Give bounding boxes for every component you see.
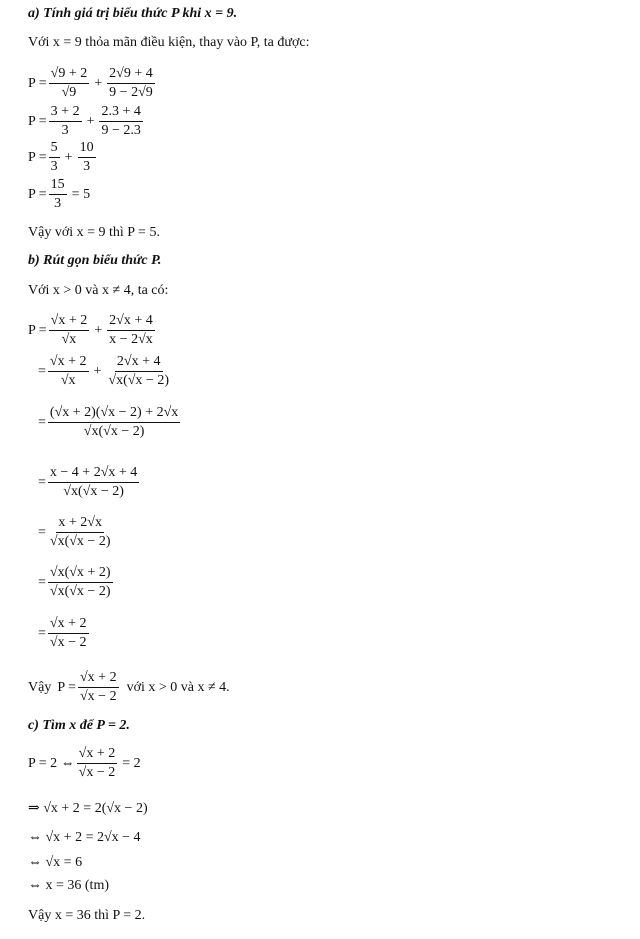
operator: +	[94, 75, 103, 91]
fraction-denominator: √9	[61, 85, 77, 100]
fraction-numerator: (√x + 2)(√x − 2) + 2√x	[48, 405, 180, 423]
operator: +	[93, 363, 102, 379]
fraction-numerator: √x(√x + 2)	[48, 565, 113, 583]
fraction-denominator: √x − 2	[80, 689, 117, 704]
equation-lhs: P = 2 ⇔	[28, 755, 75, 771]
fraction-numerator: √x + 2	[48, 354, 89, 372]
part-a-conclusion: Vậy với x = 9 thì P = 5.	[28, 225, 160, 240]
fraction-numerator: x + 2√x	[56, 515, 104, 533]
fraction-denominator: 3	[61, 123, 69, 138]
fraction-numerator: 10	[78, 140, 96, 158]
fraction-denominator: √x − 2	[78, 765, 116, 780]
fraction-denominator: √x	[60, 373, 76, 388]
part-b-step-4	[38, 465, 141, 500]
fraction-numerator: 3 + 2	[49, 104, 82, 122]
fraction-denominator: √x(√x − 2)	[63, 484, 124, 499]
fraction-numerator: √x + 2	[77, 746, 118, 764]
operator: +	[94, 322, 103, 338]
equation-lhs: P =	[28, 113, 47, 129]
equation-lhs: =	[38, 414, 46, 430]
fraction-numerator: √9 + 2	[49, 66, 90, 84]
part-b-step-1	[28, 313, 157, 348]
part-a-line-2	[28, 104, 145, 139]
part-b-step-7	[38, 616, 91, 651]
equation-lhs: P =	[28, 75, 47, 91]
conclusion-prefix: Vậy	[28, 679, 52, 695]
fraction-denominator: √x(√x − 2)	[83, 424, 145, 439]
fraction-numerator: 2.3 + 4	[99, 104, 142, 122]
equation-lhs: =	[38, 363, 46, 379]
equation-lhs: =	[38, 625, 46, 641]
part-a-line-4	[28, 177, 93, 212]
fraction-denominator: 9 − 2.3	[101, 123, 141, 138]
fraction-denominator: √x	[61, 332, 77, 347]
part-a-intro: Với x = 9 thỏa mãn điều kiện, thay vào P, ta được:	[28, 35, 310, 50]
part-c-conclusion: Vậy x = 36 thì P = 2.	[28, 908, 146, 923]
part-b-conclusion	[28, 670, 230, 705]
part-a-heading: a) Tính giá trị biểu thức P khi x = 9.	[28, 6, 238, 21]
part-c-line-1	[28, 746, 144, 781]
fraction-denominator: √x(√x − 2)	[49, 584, 111, 599]
part-c-line-5: ⇔ x = 36 (tm)	[28, 878, 109, 893]
fraction-numerator: 15	[49, 177, 67, 195]
fraction-denominator: 9 − 2√9	[109, 85, 153, 100]
fraction-numerator: 5	[49, 140, 60, 158]
part-c-line-3: ⇔ √x + 2 = 2√x − 4	[28, 830, 141, 845]
operator: +	[64, 149, 73, 165]
part-b-step-2	[38, 354, 173, 389]
fraction-numerator: x − 4 + 2√x + 4	[48, 465, 139, 483]
fraction-numerator: 2√9 + 4	[107, 66, 155, 84]
fraction-denominator: x − 2√x	[109, 332, 153, 347]
part-b-intro: Với x > 0 và x ≠ 4, ta có:	[28, 283, 169, 298]
equation-lhs: P =	[28, 186, 47, 202]
part-b-step-3	[38, 405, 182, 440]
part-c-heading: c) Tìm x để P = 2.	[28, 718, 130, 733]
part-a-line-1	[28, 66, 157, 101]
equation-lhs: P =	[28, 322, 47, 338]
fraction-denominator: √x − 2	[49, 635, 87, 650]
equation-lhs: =	[38, 524, 46, 540]
fraction-numerator: 2√x + 4	[115, 354, 163, 372]
part-b-step-6	[38, 565, 115, 600]
part-a-line-3	[28, 140, 98, 175]
equation-lhs: =	[38, 574, 46, 590]
fraction-numerator: √x + 2	[48, 616, 89, 634]
part-c-line-2: ⇒ √x + 2 = 2(√x − 2)	[28, 801, 148, 816]
fraction-numerator: √x + 2	[78, 670, 119, 688]
equation-lhs: =	[38, 474, 46, 490]
fraction-denominator: √x(√x − 2)	[49, 534, 111, 549]
equation-rhs: = 5	[71, 186, 91, 202]
operator: +	[86, 113, 95, 129]
fraction-numerator: 2√x + 4	[107, 313, 155, 331]
part-c-line-4: ⇔ √x = 6	[28, 855, 83, 870]
fraction-numerator: √x + 2	[49, 313, 90, 331]
fraction-denominator: √x(√x − 2)	[108, 373, 169, 388]
part-b-step-5	[38, 515, 115, 550]
fraction-denominator: 3	[50, 159, 58, 174]
equation-rhs: = 2	[122, 755, 141, 771]
conclusion-condition: với x > 0 và x ≠ 4.	[126, 679, 230, 695]
fraction-denominator: 3	[83, 159, 91, 174]
fraction-denominator: 3	[54, 196, 62, 211]
equation-lhs: P =	[57, 679, 76, 695]
equation-lhs: P =	[28, 149, 47, 165]
part-b-heading: b) Rút gọn biểu thức P.	[28, 253, 162, 268]
